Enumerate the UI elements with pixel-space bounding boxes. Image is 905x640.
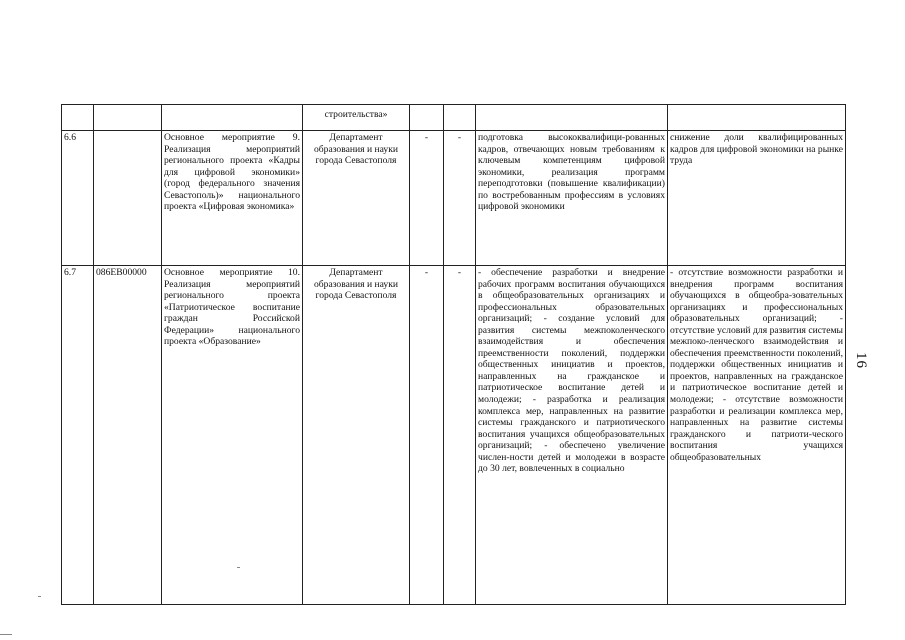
start-date-cell: - (410, 131, 444, 266)
row-number-cell: 6.7 (62, 266, 94, 605)
budget-code-cell: 086EB00000 (94, 266, 162, 605)
responsible-cell: Департамент образования и науки города Севастополя (303, 131, 410, 266)
budget-code-cell (94, 105, 162, 131)
end-date-cell (444, 105, 476, 131)
start-date-cell (410, 105, 444, 131)
measure-name-cell: Основное мероприятие 10. Реализация мероприятий регионального проекта «Патриотическое воспитание граждан Российской Федерации» национального проекта «Образование» (162, 266, 303, 605)
end-date-cell: - (444, 266, 476, 605)
scan-speck (0, 634, 12, 635)
row-number-cell (62, 105, 94, 131)
table-row (62, 131, 846, 266)
start-date-cell: - (410, 266, 444, 605)
expected-result-cell: подготовка высококвалифици-рованных кадров, отвечающих новым требованиям к ключевым компетенциям цифровой экономики, реализация программ переподготовки (повышение квалификации) по востребованным профессиям в условиях цифровой экономики (476, 131, 668, 266)
non-implementation-consequence-cell: - отсутствие возможности разработки и внедрения программ воспитания обучающихся в общеобра-зовательных организациях и профессиональных образовательных организаций; - отсутствие условий для развития системы межпоко-ленческого взаимодействия и обеспечения преемственности поколений, поддержки общественных инициатив и проектов, направленных на гражданское и патриотическое воспитание детей и молодежи; - отсутствие возможности разработки и реализации комплекса мер, направленных на развитие системы гражданского и патриоти-ческого воспитания учащихся общеобразовательных (668, 266, 846, 605)
table-row (62, 105, 846, 131)
expected-result-cell (476, 105, 668, 131)
end-date-cell: - (444, 131, 476, 266)
table-row (62, 266, 846, 605)
measure-name-cell: Основное мероприятие 9. Реализация мероприятий регионального проекта «Кадры для цифровой экономики» (город федерального значения Севастополь)» национального проекта «Цифровая экономика» (162, 131, 303, 266)
measure-name-cell (162, 105, 303, 131)
measures-table (61, 104, 846, 605)
non-implementation-consequence-cell: снижение доли квалифицированных кадров для цифровой экономики на рынке труда (668, 131, 846, 266)
budget-code-cell (94, 131, 162, 266)
row-number-cell: 6.6 (62, 131, 94, 266)
scan-speck (237, 567, 240, 568)
responsible-cell: Департамент образования и науки города Севастополя (303, 266, 410, 605)
non-implementation-consequence-cell (668, 105, 846, 131)
expected-result-cell: - обеспечение разработки и внедрение рабочих программ воспитания обучающихся в общеобразовательных организациях и профессиональных образовательных организаций; - создание условий для развития системы межпоколенческого взаимодействия и обеспечения преемственности поколений, поддержки общественных инициатив и проектов, направленных на гражданское и патриотическое воспитание детей и молодежи; - разработка и реализация комплекса мер, направленных на развитие системы гражданского и патриотического воспитания учащихся общеобразовательных организаций; - обеспечено увеличение числен-ности детей и молодежи в возрасте до 30 лет, вовлеченных в социально (476, 266, 668, 605)
scan-speck (38, 596, 41, 597)
page-number: 16 (853, 352, 869, 369)
responsible-cell: строительства» (303, 105, 410, 131)
